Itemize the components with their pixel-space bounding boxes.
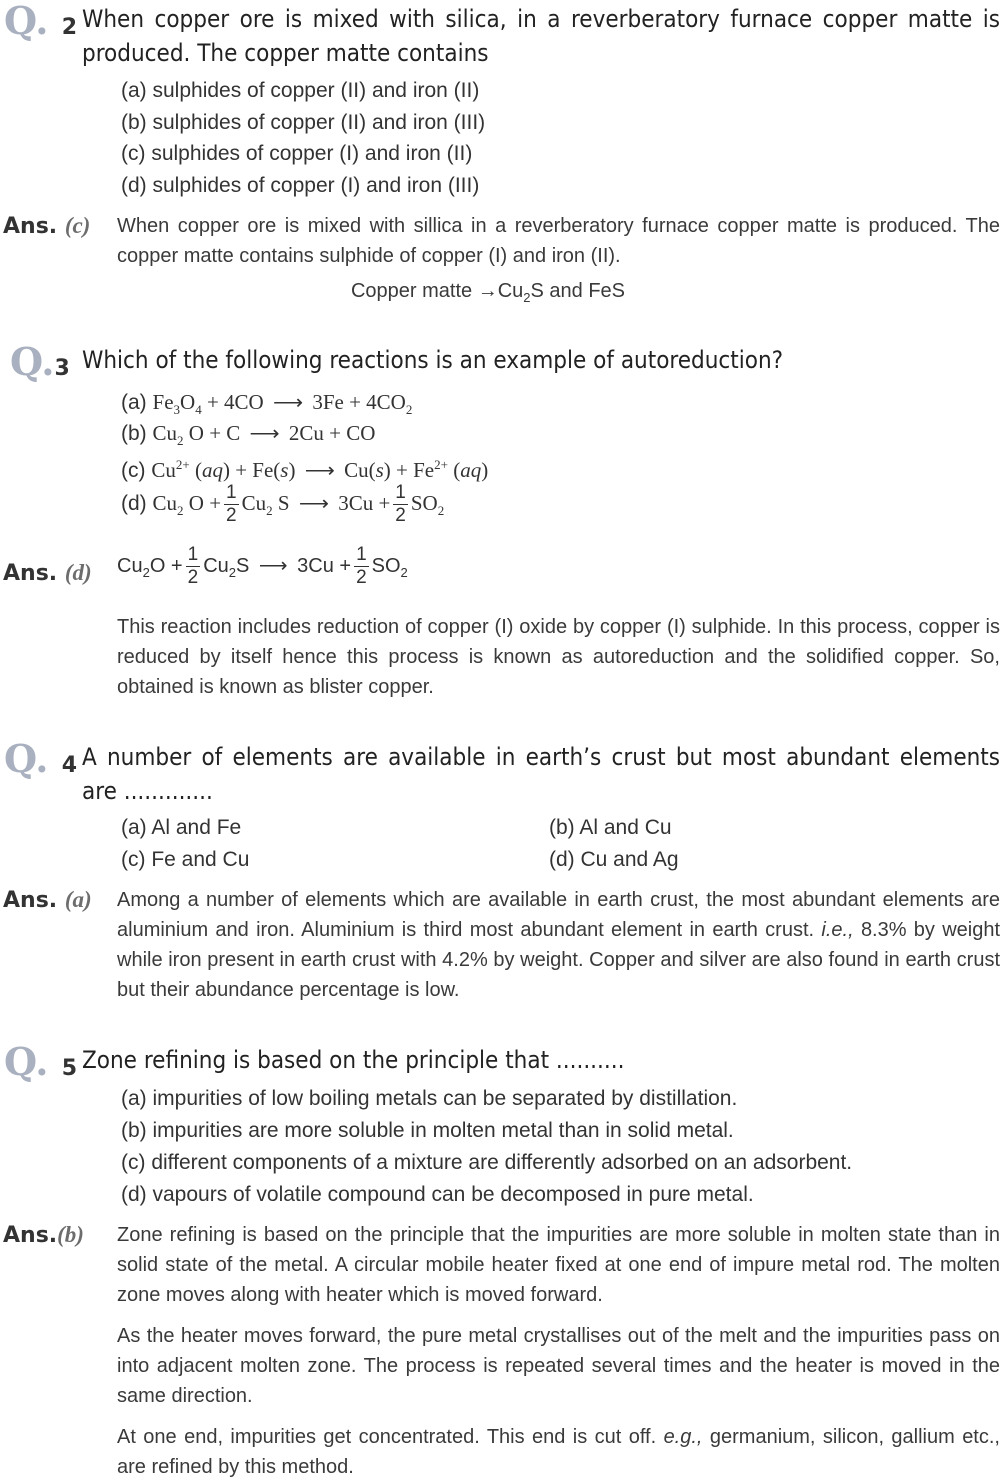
- option-c: (c) different components of a mixture are differently adsorbed on an adsorbent.: [121, 1151, 853, 1174]
- question-text: A number of elements are available in earth’s crust but most abundant elements are .............: [82, 743, 1000, 805]
- question-mark: Q. 5: [4, 1039, 77, 1084]
- answer-letter: (a): [64, 887, 92, 912]
- answer-label: Ans. (d): [3, 560, 92, 586]
- answer-text: This reaction includes reduction of copper (I) oxide by copper (I) sulphide. In this process, copper is reduced by itself hence this process is known as autoreduction and the solidified copper. So, obtained is known as blister copper.: [117, 616, 1000, 698]
- option-d: (d) sulphides of copper (I) and iron (III): [121, 174, 480, 197]
- question-mark: Q. 2: [4, 0, 77, 43]
- option-b: (b) $Cu_2$ O + C ⟶ 2Cu + CO: [121, 421, 376, 449]
- option-a: (a) $Fe_3O_4 + 4CO$ ⟶ $3Fe + 4CO_2$: [121, 390, 413, 418]
- option-a: (a) Al and Fe: [121, 816, 242, 839]
- option-c: (c) $Cu^{2+}$ (aq) + Fe(s) ⟶ $Cu(s) + Fe^{2+}$ (aq): [121, 457, 489, 482]
- answer-label: Ans. (a): [3, 887, 92, 913]
- answer-label: Ans. (c): [3, 213, 91, 239]
- option-c: (c) Fe and Cu: [121, 848, 250, 871]
- formula-line: Copper matte $\to Cu_2S$ and FeS: [350, 280, 626, 305]
- answer-label: Ans.(b): [3, 1222, 84, 1248]
- answer-text-1: Zone refining is based on the principle that the impurities are more soluble in molten state than in solid state of the metal. A circular mobile heater fixed at one end of impure metal rod. The molten zone moves along with heater which is moved forward.: [117, 1224, 1000, 1306]
- answer-text: When copper ore is mixed with sillica in a reverberatory furnace copper matte is produced. The copper matte contains sulphide of copper (I) and iron (II).: [117, 215, 1000, 267]
- answer-letter: (c): [64, 213, 91, 238]
- question-number: 4: [61, 753, 77, 778]
- question-mark: Q. 4: [4, 736, 77, 781]
- question-number: 5: [61, 1056, 77, 1081]
- option-a: (a) sulphides of copper (II) and iron (II): [121, 79, 480, 102]
- option-d: (d) vapours of volatile compound can be decomposed in pure metal.: [121, 1183, 754, 1206]
- answer-text-2: As the heater moves forward, the pure metal crystallises out of the melt and the impurities pass on into adjacent molten zone. The process is repeated several times and the heater is moved in the same direction.: [117, 1325, 1000, 1407]
- option-b: (b) impurities are more soluble in molten metal than in solid metal.: [121, 1119, 734, 1142]
- answer-equation: $Cu_2O$ + $\frac{1}{2}$ $Cu_2S$ ⟶ 3Cu + $\frac{1}{2}$ $SO_2$: [117, 544, 408, 588]
- option-b: (b) sulphides of copper (II) and iron (III): [121, 111, 486, 134]
- answer-letter: (d): [64, 560, 92, 585]
- option-d: (d) $Cu_2$ O + $\frac{1}{2}$ $Cu_2$ S ⟶ 3Cu + $\frac{1}{2}$ $SO_2$: [121, 482, 445, 526]
- answer-text: Among a number of elements which are available in earth crust, the most abundant elements are aluminium and iron. Aluminium is third most abundant element in earth crust. i.e., 8.3% by weight while iron present in earth crust with 4.2% by weight. Copper and silver are also found in earth crust but their abundance percentage is low.: [117, 889, 1001, 1001]
- question-mark: Q.3: [10, 339, 70, 384]
- question-text: When copper ore is mixed with silica, in a reverberatory furnace copper matte is produced. The copper matte contains: [82, 5, 1000, 67]
- option-a: (a) impurities of low boiling metals can be separated by distillation.: [121, 1087, 738, 1110]
- question-text: Which of the following reactions is an example of autoreduction?: [82, 346, 784, 374]
- option-d: (d) Cu and Ag: [549, 848, 679, 871]
- question-number: 2: [61, 15, 77, 40]
- answer-letter: (b): [57, 1222, 84, 1247]
- question-number: 3: [54, 356, 70, 381]
- option-c: (c) sulphides of copper (I) and iron (II): [121, 142, 473, 165]
- option-b: (b) Al and Cu: [549, 816, 672, 839]
- question-text: Zone refining is based on the principle that ..........: [82, 1046, 625, 1074]
- answer-text-3: At one end, impurities get concentrated. This end is cut off. e.g., germanium, silicon, gallium etc., are refined by this method.: [117, 1426, 1000, 1478]
